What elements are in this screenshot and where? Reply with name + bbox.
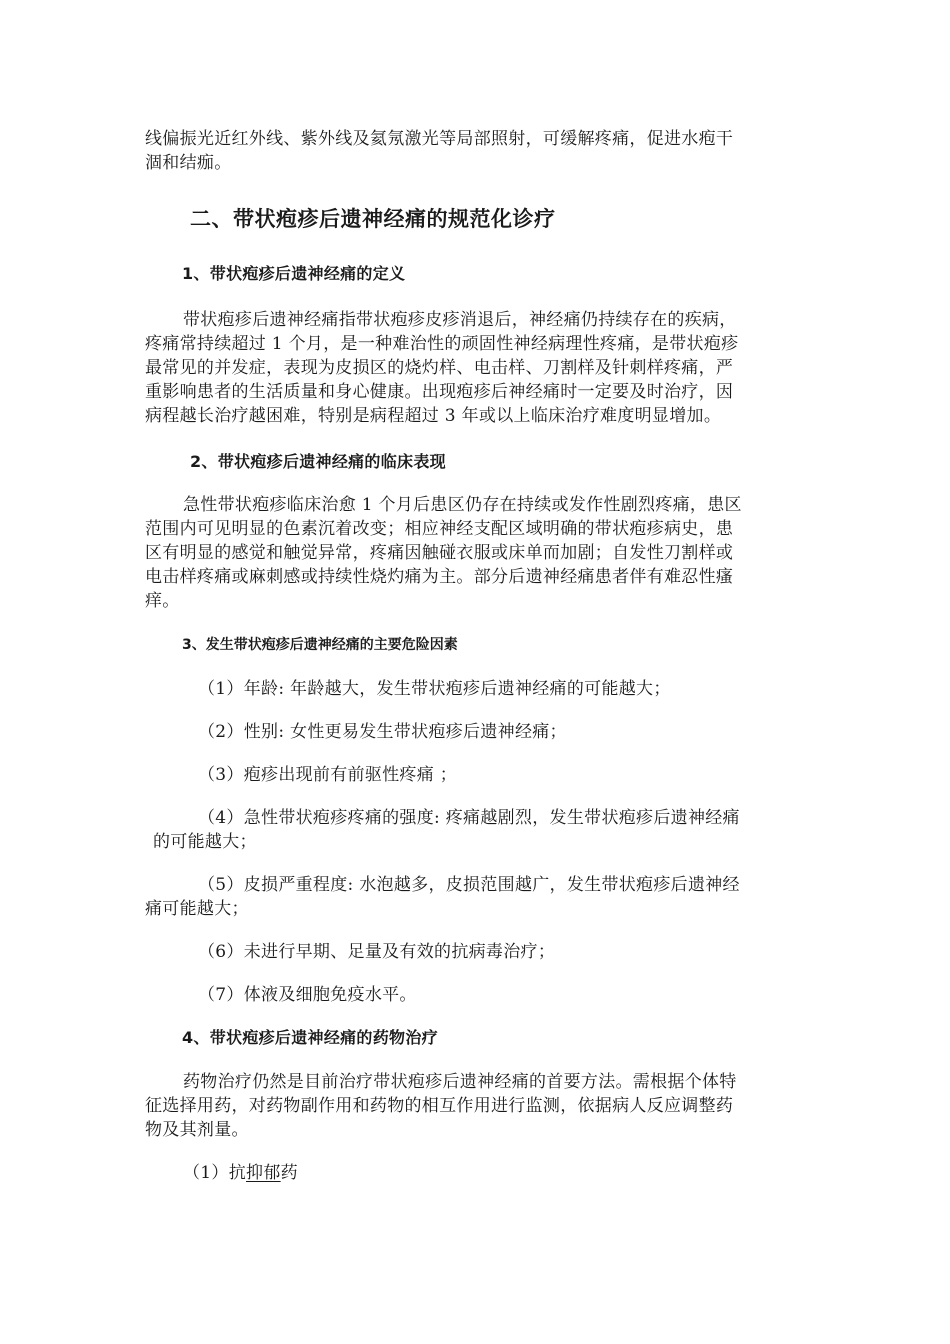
drug-item-1-prefix: （1）抗 [183,1163,247,1183]
risk-item-7: （7）体液及细胞免疫水平。 [198,985,417,1005]
risk-item-3: （3）疱疹出现前有前驱性疼痛 ； [198,765,458,785]
sub2-heading: 2、带状疱疹后遗神经痛的临床表现 [190,452,446,471]
sub2-line-5: 痒。 [145,591,180,611]
sub1-line-5: 病程越长治疗越困难，特别是病程超过 3 年或以上临床治疗难度明显增加。 [145,406,722,426]
risk-item-4-cont: 的可能越大； [153,832,257,852]
sub1-line-1: 带状疱疹后遗神经痛指带状疱疹皮疹消退后，神经痛仍持续存在的疾病， [183,310,737,330]
drug-item-1-underlined: 抑郁 [246,1163,281,1183]
sub2-line-3: 区有明显的感觉和触觉异常，疼痛因触碰衣服或床单而加剧；自发性刀割样或 [145,543,734,563]
section-title: 二、带状疱疹后遗神经痛的规范化诊疗 [190,207,556,231]
sub1-line-2: 疼痛常持续超过 1 个月，是一种难治性的顽固性神经病理性疼痛，是带状疱疹 [145,334,739,354]
intro-line-1: 线偏振光近红外线、紫外线及氦氖激光等局部照射，可缓解疼痛，促进水疱干 [145,129,734,149]
sub1-heading: 1、带状疱疹后遗神经痛的定义 [182,264,406,283]
sub4-line-1: 药物治疗仍然是目前治疗带状疱疹后遗神经痛的首要方法。需根据个体特 [183,1072,737,1092]
risk-item-4: （4）急性带状疱疹疼痛的强度: 疼痛越剧烈，发生带状疱疹后遗神经痛 [198,808,740,828]
risk-item-1: （1）年龄: 年龄越大，发生带状疱疹后遗神经痛的可能越大； [198,679,671,699]
sub4-line-3: 物及其剂量。 [145,1120,249,1140]
sub4-line-2: 征选择用药，对药物副作用和药物的相互作用进行监测，依据病人反应调整药 [145,1096,734,1116]
sub1-line-4: 重影响患者的生活质量和身心健康。出现疱疹后神经痛时一定要及时治疗，因 [145,382,734,402]
drug-item-1 [183,1162,298,1184]
sub2-line-4: 电击样疼痛或麻刺感或持续性烧灼痛为主。部分后遗神经痛患者伴有难忍性瘙 [145,567,734,587]
sub4-heading: 4、带状疱疹后遗神经痛的药物治疗 [182,1028,438,1047]
risk-item-2: （2）性别: 女性更易发生带状疱疹后遗神经痛； [198,722,567,742]
risk-item-6: （6）未进行早期、足量及有效的抗病毒治疗； [198,942,556,962]
risk-item-5-cont: 痛可能越大； [145,899,249,919]
sub2-line-2: 范围内可见明显的色素沉着改变；相应神经支配区域明确的带状疱疹病史，患 [145,519,734,539]
sub2-line-1: 急性带状疱疹临床治愈 1 个月后患区仍存在持续或发作性剧烈疼痛，患区 [183,495,742,515]
sub3-heading: 3、发生带状疱疹后遗神经痛的主要危险因素 [182,637,458,653]
intro-line-2: 涸和结痂。 [145,153,232,173]
risk-item-5: （5）皮损严重程度: 水泡越多，皮损范围越广，发生带状疱疹后遗神经 [198,875,740,895]
drug-item-1-suffix: 药 [280,1163,298,1183]
sub1-line-3: 最常见的并发症，表现为皮损区的烧灼样、电击样、刀割样及针刺样疼痛，严 [145,358,734,378]
